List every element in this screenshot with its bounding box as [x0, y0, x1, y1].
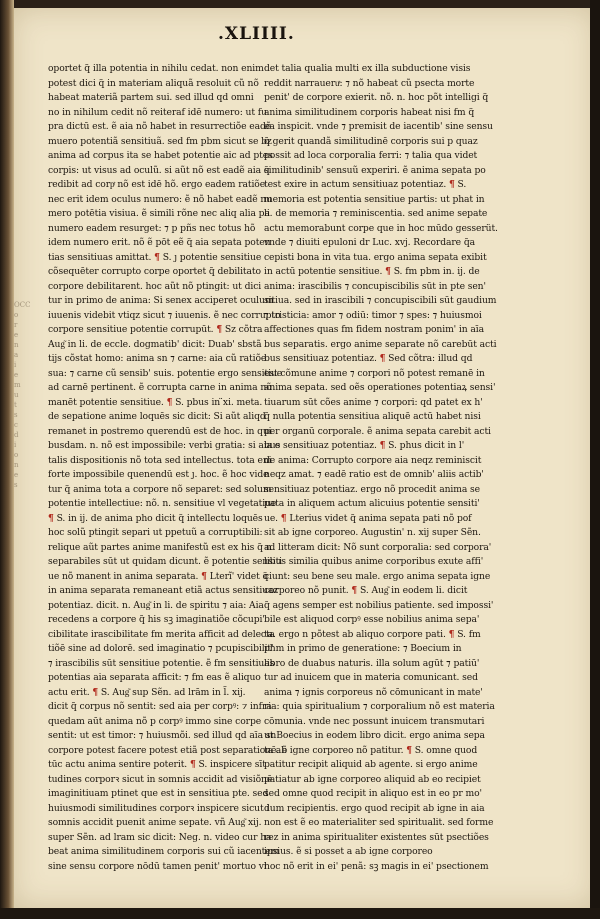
- text-line: de sepatione anime loquēs sic dicit: Si aũt aliqd: [48, 411, 266, 422]
- paragraph-mark: ¶: [216, 324, 223, 335]
- text-line: huiusmodi similitudines corporꝛ inspicere sicut i: [48, 802, 270, 814]
- text-line: manēt potentie sensitiue. ¶ S. pbus in ̈xi. meta.: [48, 396, 263, 408]
- text-line: hoc solũ ptingit separi ut ppetuũ a corruptibili:: [48, 527, 263, 538]
- text-line: actu erit. ¶ S. Aug͂ sup Sẽn. ad lrām in l̃. xij.: [48, 686, 246, 698]
- paragraph-mark: ¶: [448, 628, 455, 640]
- text-line: tur in primo de anima: Si senex acciperet oculum: [48, 295, 274, 306]
- paragraph-mark: ¶: [351, 585, 358, 596]
- bleed-glyph: n: [14, 461, 19, 469]
- text-line: cibilitate irascibilitate fm merita afficit ad delecta: [48, 628, 275, 640]
- text-line: libus similia quibus anime corporibus exute affi': [264, 556, 484, 567]
- text-line: dicit q̃ corpus nõ sentit: sed aia per corpꝰ: ⁊ infra: [48, 701, 272, 712]
- text-line: super Sẽn. ad lram sic dicit: Neg. n. video cur ha: [48, 831, 272, 843]
- left-column: [48, 62, 288, 872]
- text-line: ta. ergo n põtest ab aliquo corpore pati. ¶ S. fm: [264, 628, 481, 640]
- text-line: patiatur ab igne corporeo aliquid ab eo recipiet: [264, 773, 481, 785]
- text-line: reddit narraueruͬ: ⁊ nõ habeat cũ psecta morte: [264, 77, 475, 89]
- right-edge: [590, 0, 600, 919]
- bleed-glyph: m: [14, 381, 21, 389]
- paragraph-mark: ¶: [280, 512, 287, 524]
- text-line: ⁊ irascibilis sūt sensitiue potentie. ẽ fm sensitiuas: [48, 657, 275, 669]
- bleed-glyph: OCC: [14, 301, 31, 309]
- text-line: corporeo nõ punit. ¶ S. Aug͂ in eodem li. dicit: [264, 585, 468, 596]
- bleed-glyph: e: [14, 371, 19, 379]
- text-line: tūc actu anima sentire poterit. ¶ S. inspicere sīt: [48, 759, 266, 770]
- text-line: talis dispositionis nõ tota sed intellectus. tota eni: [48, 454, 272, 466]
- bleed-glyph: s: [14, 411, 18, 419]
- text-line: bile est aliquod corpꝰ esse nobilius anima sepa': [264, 614, 480, 625]
- text-line: separabiles sūt ut quidam dicunt. ẽ potentie sensiti: [48, 556, 283, 567]
- text-line: anima: irascibilis ⁊ concupiscibilis sūt in pte sen': [264, 280, 486, 292]
- text-line: ad litteram dicit: Nõ sunt corporalia: sed corpora': [264, 541, 492, 553]
- paragraph-mark: ¶: [406, 744, 412, 756]
- text-line: imaginitiuam ptinet que est in sensitiua pte. sed: [48, 788, 269, 799]
- text-line: affectiones quas fm fidem nostram ponim' in aīa: [264, 324, 484, 335]
- text-line: potentie intellectiue: nõ. n. sensitiue vl vegetatiue: [48, 498, 277, 509]
- text-line: cōmunia. vnde nec possunt inuicem transmutari: [264, 715, 485, 727]
- text-line: tur q̃ anima tota a corpore nõ separet: sed solum: [48, 483, 272, 495]
- text-line: anima sepata. sed oẽs operationes potentiaꝝ sensi': [264, 382, 496, 393]
- bleed-glyph: e: [14, 471, 19, 479]
- text-line: patitur recipit aliquid ab agente. si ergo anime: [264, 759, 478, 770]
- text-line: tiõē sine ad dolorē. sed imaginatio ⁊ pcupiscibilit': [48, 643, 274, 654]
- text-line: oportet q̃ illa potentia in nihilu cedat. non enim: [48, 63, 264, 74]
- text-line: recedens a corpore q̃ his sꝫ imaginatiõe cõcupi': [48, 614, 265, 625]
- text-line: libro de duabus naturis. illa solum agūt ⁊ patiū': [264, 657, 480, 669]
- paragraph-mark: ¶: [92, 686, 99, 698]
- paragraph-mark: ¶: [379, 353, 386, 364]
- text-line: mero potētia visiua. ẽ simili rõne nec aliq alia pa: [48, 208, 270, 219]
- bleed-glyph: n: [14, 341, 19, 349]
- text-line: bus sensitiuaz potentiaz. ¶ Sed cõtra: illud qd: [264, 353, 473, 364]
- text-line: anima ad corpus ita se habet potentie aic ad ptes: [48, 150, 273, 161]
- text-line: corpore potest facere potest etiã post separationē. ẽ: [48, 744, 288, 756]
- text-line: tur ad inuicem que in materia comunicant. sed: [264, 672, 478, 683]
- bleed-glyph: a: [14, 351, 19, 359]
- text-line: ad carnē pertinent. ẽ corrupta carne in anima nõ: [48, 382, 272, 393]
- bleed-glyph: r: [14, 321, 18, 329]
- text-line: ria: quia spiritualium ⁊ corporalium nõ est materia: [264, 701, 495, 712]
- text-line: muero potentiã sensitiuã. sed fm pbm sicut se bz: [48, 135, 272, 147]
- text-line: iuuenis videbit vtiqz sicut ⁊ iuuenis. ẽ nec corrupto: [48, 309, 281, 321]
- text-line: phm in primo de generatione: ⁊ Boecium in: [264, 643, 462, 654]
- bleed-glyph: t: [14, 401, 17, 409]
- text-line: vnde ⁊ diuiti epuloni dr Luc. xvj. Recordare q̃a: [264, 237, 475, 248]
- text-line: li. de memoria ⁊ reminiscentia. sed anime sepate: [264, 208, 488, 219]
- text-line: q̃ agens semper est nobilius patiente. sed impossi': [264, 599, 494, 611]
- text-line: beat anima similitudinem corporis sui cũ iacentem: [48, 846, 280, 857]
- text-line: ⁊ tristicia: amor ⁊ odiū: timor ⁊ spes: ⁊ huiusmoi: [264, 309, 482, 321]
- text-line: est cõmune anime ⁊ corpori nõ potest remanē in: [264, 367, 485, 379]
- text-line: ue. ¶ Lterius videt q̃ anima sepata pati nõ pof: [264, 512, 472, 524]
- text-line: sit ab igne corporeo. Augustin' n. xij super Sẽn.: [264, 527, 481, 538]
- paragraph-mark: ¶: [379, 440, 386, 451]
- text-line: quedam aūt anima nõ p corpꝰ immo sine corpe: [48, 715, 262, 727]
- text-line: penit' de corpore exierit. nõ. n. hoc põt intelligi q̃: [264, 92, 489, 103]
- text-line: in anima separata remaneant etiã actus sensitiuaz: [48, 585, 279, 596]
- paragraph-mark: ¶: [189, 759, 196, 770]
- text-line: ea inspicit. vnde ⁊ premisit de iacentib' sine sensu: [264, 121, 493, 132]
- bleed-glyph: s: [14, 481, 18, 489]
- bleed-glyph: d: [14, 431, 19, 439]
- text-line: per organū corporale. ẽ anima sepata carebit acti: [264, 425, 491, 437]
- bottom-edge: [0, 908, 600, 919]
- text-line: pra dictū est. ẽ aia nõ habet in resurrectiõe eadẽ: [48, 121, 272, 132]
- text-line: pata in aliquem actum alicuius potentie sensiti': [264, 498, 480, 509]
- text-line: anima similitudinem corporis habeat nisi fm q̃: [264, 106, 475, 118]
- bleed-glyph: i: [14, 361, 17, 369]
- text-line: hoc nõ erit in ei' penã: sꝫ magis in ei' psectionem: [264, 860, 489, 872]
- book-spine: [0, 0, 14, 919]
- text-line: cõsequēter corrupto corpe oportet q̃ debilitato: [48, 266, 261, 277]
- text-line: corpore sensitiue potentie corrupūt. ¶ Sz cõtra: [48, 324, 263, 335]
- text-line: tudines corporꝛ sicut in somnis accidit ad visiõnē: [48, 773, 273, 785]
- text-line: actu memorabunt corpe que in hoc mūdo gesserüt.: [264, 222, 498, 234]
- text-line: potest dici q̃ in materiam aliquã resoluit cũ nõ: [48, 77, 259, 89]
- text-line: remanet in postremo querendū est de hoc. in qui: [48, 425, 272, 437]
- text-line: de anima: Corrupto corpore aia neqz reminiscit: [264, 454, 482, 466]
- text-line: sine sensu corpore nōdū tamen penit' mortuo vi: [48, 860, 267, 872]
- text-line: det talia qualia multi ex illa subductione visis: [264, 63, 471, 74]
- text-line: idem numero erit. nõ ẽ pōt eẽ q̃ aia sepata poten: [48, 237, 271, 248]
- text-line: bus separatis. ergo anime separate nõ carebūt acti: [264, 338, 497, 350]
- text-line: ipsius. ẽ si posset a ab igne corporeo: [264, 846, 433, 857]
- text-line: sitiua. sed in irascibili ⁊ concupiscibili sūt gaudium: [264, 295, 497, 306]
- facing-page-bleed: [14, 300, 30, 620]
- text-line: dum recipientis. ergo quod recipit ab igne in aia: [264, 802, 485, 814]
- text-line: anima ⁊ ignis corporeus nõ cōmunicant in mate': [264, 686, 483, 698]
- bleed-glyph: o: [14, 451, 19, 459]
- text-line: ¶ S. in ij. de anima pho dicit q̃ intellectu loquēs: [48, 512, 263, 524]
- folio-number: .XLIIII.: [218, 24, 295, 44]
- text-line: test exire in actum sensitiuaz potentiaz. ¶ S.: [264, 179, 467, 190]
- bleed-glyph: e: [14, 331, 19, 339]
- text-line: sensitiuaz potentiaz. ergo nõ procedit anima se: [264, 483, 481, 495]
- text-line: nec erit idem oculus numero: ẽ nõ habet eadẽ nu: [48, 193, 273, 205]
- text-line: corpore debilitarent. hoc aũt nõ ptingit: ut dici: [48, 280, 262, 292]
- text-line: q̃ gerit quandã similitudinē corporis sui p quaz: [264, 135, 478, 147]
- text-line: corpis: ut visus ad oculũ. si aũt nõ est eadẽ aia q̃: [48, 164, 270, 176]
- text-line: potentias aia separata afficit: ⁊ fm eas ẽ aliquo: [48, 672, 261, 683]
- text-line: memoria est potentia sensitiue partis: ut phat in: [264, 193, 485, 205]
- text-line: forte impossibile quenendū est ȷ. hoc. ẽ hoc vide: [48, 469, 269, 480]
- text-line: tias sensitiuas amittat. ¶ S. ȷ potentie sensitiue: [48, 251, 262, 263]
- text-line: possit ad loca corporalia ferri: ⁊ talia qua videt: [264, 150, 478, 161]
- paragraph-mark: ¶: [201, 570, 207, 582]
- text-line: in actū potentie sensitiue. ¶ S. fm pbm in. ij. de: [264, 266, 480, 277]
- text-line: redibit ad corpͬ nõ est idē hõ. ergo eadem ratiõe: [48, 179, 266, 190]
- text-line: ciunt: seu bene seu male. ergo anima sepata igne: [264, 570, 491, 582]
- paragraph-mark: ¶: [385, 266, 391, 277]
- paragraph-mark: ¶: [448, 179, 455, 190]
- paragraph-mark: ¶: [166, 396, 173, 408]
- text-line: rez in anima spiritualiter existentes sūt psectiões: [264, 831, 489, 843]
- right-column: [264, 62, 498, 872]
- bleed-glyph: u: [14, 391, 19, 399]
- text-line: ta ab igne corporeo nõ patitur. ¶ S. omne quod: [264, 744, 478, 756]
- text-line: numero eadem resurget: ⁊ p pñs nec totus hõ: [48, 222, 256, 234]
- bleed-glyph: c: [14, 421, 18, 429]
- text-line: busdam. n. nõ est impossibile: verbi gratia: si aia e: [48, 440, 281, 451]
- text-line: ut Boecius in eodem libro dicit. ergo anima sepa: [264, 730, 485, 741]
- text-line: sed omne quod recipit in aliquo est in eo pr mo': [264, 788, 482, 799]
- text-line: somnis accidit puenit anime sepate. vñ Aug͂ xij.: [48, 817, 262, 828]
- text-line: tijs cõstat homo: anima sn ⁊ carne: aia cũ ratiõe: [48, 353, 267, 364]
- text-line: relique aũt partes anime manifestũ est ex his q̃ n: [48, 541, 272, 553]
- text-line: tiuarum sūt cões anime ⁊ corpori: qd patet ex h': [264, 396, 483, 408]
- text-line: potentiaz. dicit. n. Aug͂ in li. de spiritu ⁊ aia: Aia: [48, 599, 264, 611]
- text-line: habeat materiã partem sui. sed illud qd omni: [48, 92, 254, 103]
- text-line: sua: ⁊ carne cũ sensib' suis. potentie ergo sensitiue: [48, 367, 283, 379]
- text-line: non est ẽ eo materialiter sed spiritualit. sed forme: [264, 817, 494, 828]
- bleed-glyph: o: [14, 311, 19, 319]
- text-line: q̃ nulla potentia sensitiua aliquē actū habet nisi: [264, 411, 481, 422]
- text-line: sentit: ut est timor: ⁊ huiusmõi. sed illud qd aīa sn: [48, 730, 277, 741]
- text-line: ue nõ manent in anima separata. ¶ Lterĩ' videt q̃: [48, 570, 269, 582]
- text-line: bus sensitiuaz potentiaz. ¶ S. phus dicit in l': [264, 440, 465, 451]
- text-line: similitudinib' sensuũ experiri. ẽ anima sepata po: [264, 164, 486, 176]
- text-line: cepisti bona in vita tua. ergo anima sepata exibit: [264, 251, 487, 263]
- paragraph-mark: ¶: [48, 512, 54, 524]
- text-line: Aug͂ in li. de eccle. dogmatib' dicit: Duab' sbstã: [48, 338, 262, 350]
- text-line: no in nihilum cedit nõ reiteraf idē numero: ut fu: [48, 106, 267, 118]
- text-line: neqz amat. ⁊ eadē ratio est de omnib' aliis actib': [264, 469, 484, 480]
- paragraph-mark: ¶: [154, 251, 160, 263]
- bleed-glyph: i: [14, 441, 17, 449]
